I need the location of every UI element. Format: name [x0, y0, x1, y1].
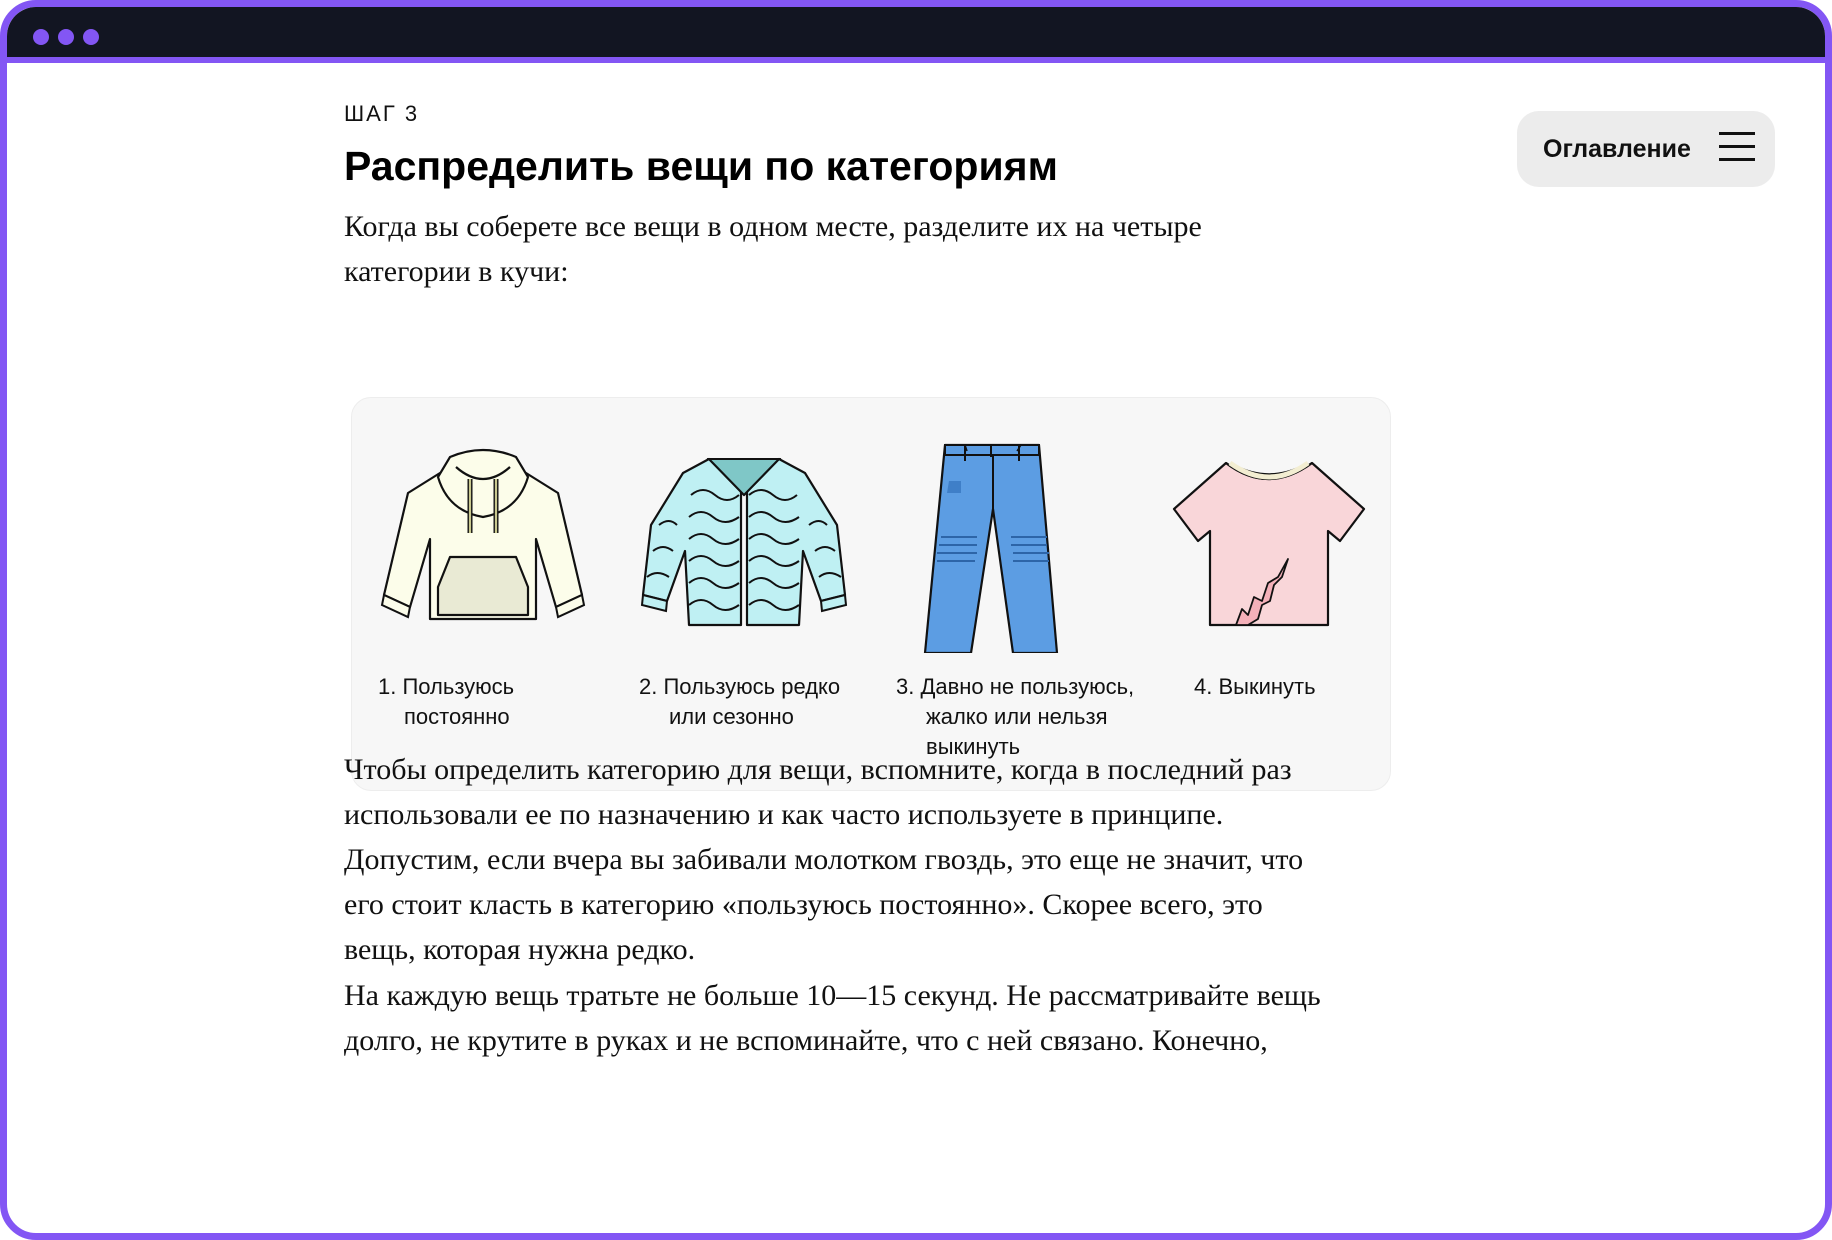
step-label: ШАГ 3 — [344, 101, 420, 126]
body-paragraph — [344, 747, 1303, 972]
body-paragraph — [344, 973, 1321, 1063]
body-line: Допустим, если вчера вы забивали молотком гвоздь, это еще не значит, что — [344, 843, 1304, 876]
quilted-jacket-icon — [639, 455, 849, 635]
window-titlebar — [7, 7, 1825, 63]
category-caption: 3. Давно не пользуюсь, жалко или нельзя выкинуть — [896, 674, 1135, 759]
body-line: его стоит класть в категорию «пользуюсь постоянно». Скорее всего, это — [344, 888, 1263, 921]
article-content — [7, 63, 1825, 1233]
window-control-dot[interactable] — [58, 29, 74, 45]
body-line: Чтобы определить категорию для вещи, вспомните, когда в последний раз — [344, 753, 1292, 786]
intro-line: Когда вы соберете все вещи в одном месте, разделите их на четыре — [344, 210, 1202, 243]
window-control-dot[interactable] — [83, 29, 99, 45]
category-caption: 4. Выкинуть — [1194, 674, 1316, 699]
body-line: долго, не крутите в руках и не вспоминайте, что с ней связано. Конечно, — [344, 1024, 1268, 1057]
category-caption: 2. Пользуюсь редко или сезонно — [639, 674, 841, 729]
toc-label: Оглавление — [1543, 134, 1691, 163]
body-line: вещь, которая нужна редко. — [344, 933, 696, 966]
categories-illustration — [351, 397, 1391, 791]
body-line: На каждую вещь тратьте не больше 10—15 секунд. Не рассматривайте вещь — [344, 979, 1321, 1012]
page-title: Распределить вещи по категориям — [344, 143, 1058, 189]
intro-line: категории в кучи: — [344, 255, 569, 288]
body-line: использовали ее по назначению и как часто используете в принципе. — [344, 798, 1224, 831]
window-control-dot[interactable] — [33, 29, 49, 45]
ripped-jeans-icon — [907, 441, 1087, 653]
hoodie-icon — [378, 447, 588, 631]
torn-tshirt-icon — [1170, 459, 1366, 629]
category-caption: 1. Пользуюсь постоянно — [378, 674, 515, 729]
intro-paragraph — [344, 204, 1202, 294]
hamburger-menu-icon — [1719, 132, 1755, 162]
toc-button[interactable] — [1517, 111, 1775, 187]
